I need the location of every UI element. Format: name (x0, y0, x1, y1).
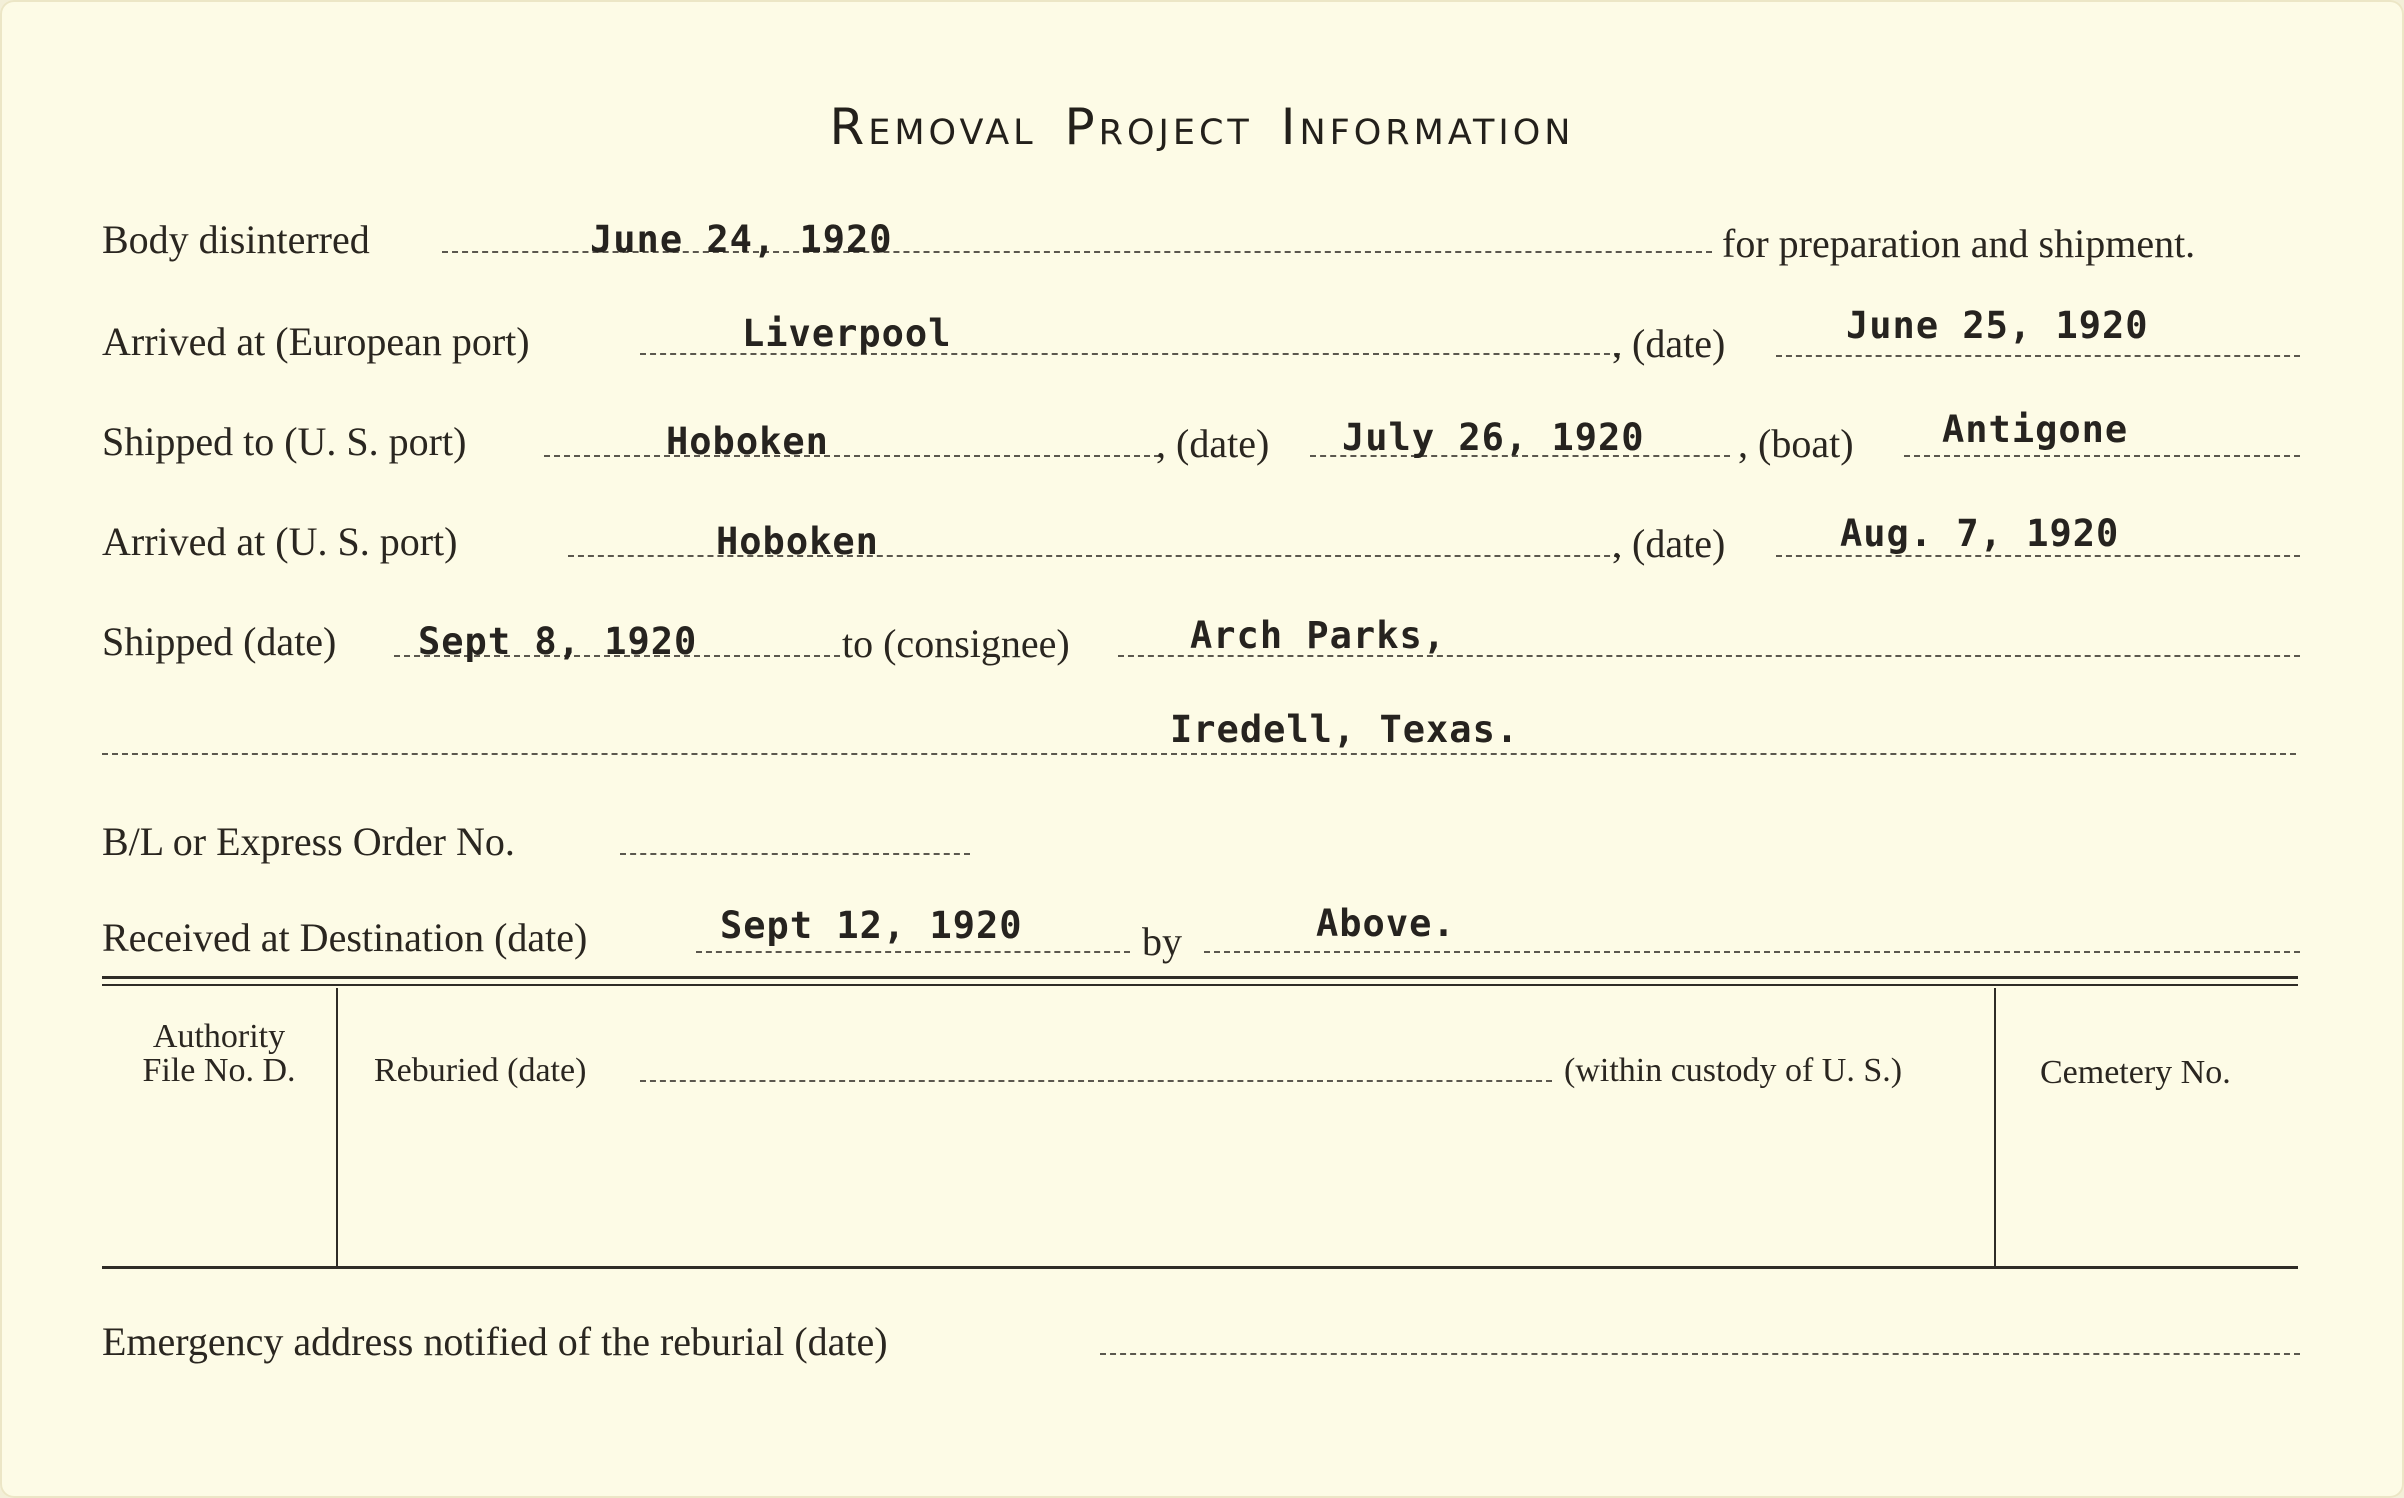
european-port-date-label: , (date) (1612, 321, 1726, 366)
shipped-to-date-label: , (date) (1156, 421, 1270, 466)
boat-label: , (boat) (1738, 421, 1854, 466)
box-divider-left (336, 988, 338, 1266)
arrived-us-port-label: Arrived at (U. S. port) (102, 519, 458, 564)
double-rule-top (102, 976, 2298, 979)
shipped-to-us-port-label: Shipped to (U. S. port) (102, 419, 467, 464)
shipped-to-date: July 26, 1920 (1342, 416, 1645, 459)
preparation-shipment-text: for preparation and shipment. (1722, 221, 2196, 266)
cemetery-no-label: Cemetery No. (2040, 1054, 2231, 1091)
double-rule-bottom (102, 984, 2298, 986)
boat-line (1904, 455, 2300, 457)
file-no-label: File No. D. (142, 1052, 296, 1089)
received-by-line (1204, 951, 2300, 953)
arrived-us-port-value: Hoboken (716, 520, 879, 563)
authority-label: Authority (152, 1018, 286, 1055)
consignee-name: Arch Parks, (1190, 614, 1447, 657)
form-title: Removal Project Information (829, 98, 1575, 156)
shipped-to-us-port-line (544, 455, 1160, 457)
box-bottom-rule (102, 1266, 2298, 1269)
european-port-date-line (1776, 355, 2300, 357)
consignee-label: to (consignee) (842, 621, 1070, 666)
arrived-us-date: Aug. 7, 1920 (1840, 512, 2120, 555)
bl-order-label: B/L or Express Order No. (102, 819, 515, 864)
emergency-address-label: Emergency address notified of the reburial (date) (102, 1319, 888, 1364)
received-by-name: Above. (1316, 902, 1456, 945)
shipped-date: Sept 8, 1920 (418, 620, 698, 663)
received-destination-line (696, 951, 1130, 953)
boat-name: Antigone (1942, 408, 2129, 451)
custody-label: (within custody of U. S.) (1564, 1052, 1903, 1089)
reburied-label: Reburied (date) (374, 1052, 587, 1089)
bl-order-line (620, 853, 970, 855)
reburied-line (640, 1080, 1552, 1082)
received-destination-date: Sept 12, 1920 (720, 904, 1023, 947)
received-destination-label: Received at Destination (date) (102, 915, 588, 960)
arrived-us-date-label: , (date) (1612, 521, 1726, 566)
received-by-label: by (1142, 919, 1182, 964)
address-line (102, 753, 2296, 755)
emergency-address-line (1100, 1353, 2300, 1355)
shipped-to-us-port-value: Hoboken (666, 420, 829, 463)
european-port-date: June 25, 1920 (1846, 304, 2149, 347)
box-divider-right (1994, 988, 1996, 1266)
body-disinterred-label: Body disinterred (102, 217, 370, 262)
european-port-label: Arrived at (European port) (102, 319, 530, 364)
body-disinterred-date: June 24, 1920 (590, 218, 893, 261)
consignee-address: Iredell, Texas. (1170, 708, 1520, 751)
shipped-date-label: Shipped (date) (102, 619, 337, 664)
european-port-value: Liverpool (742, 312, 952, 355)
